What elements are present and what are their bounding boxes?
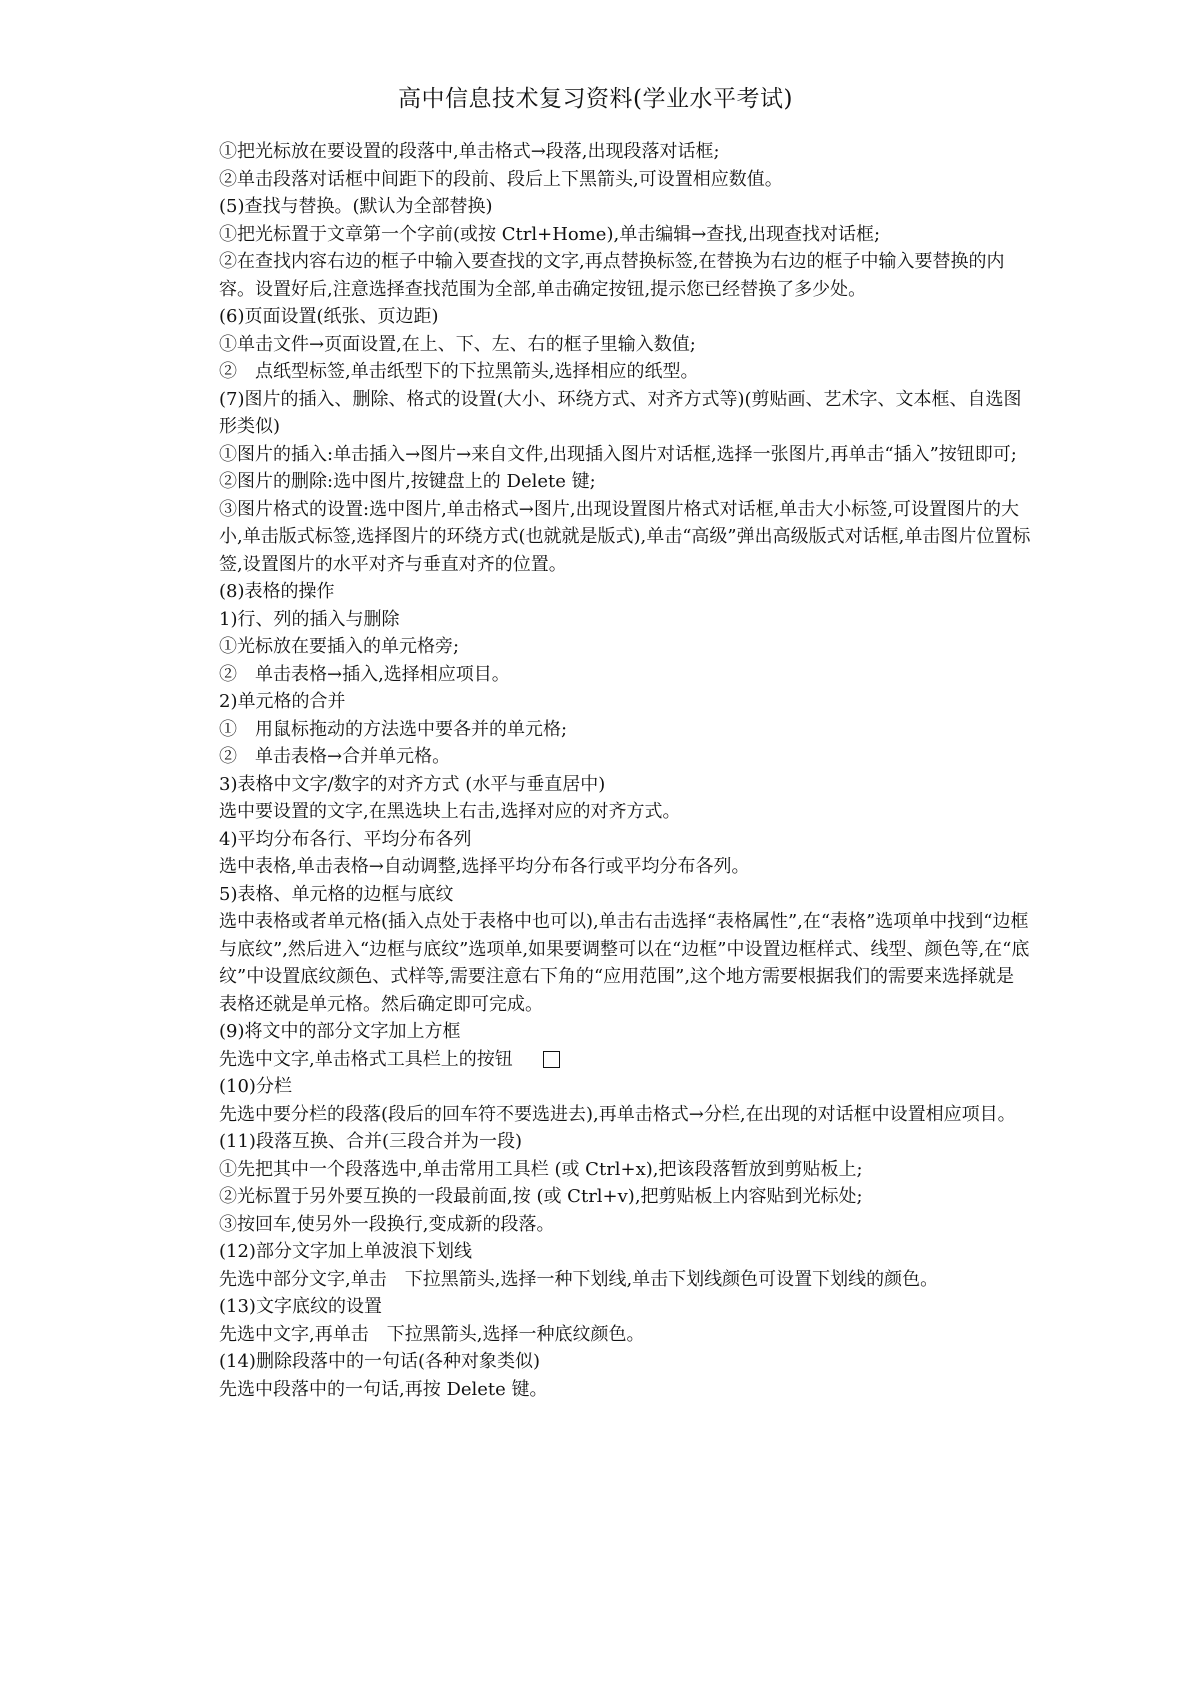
text-line: ②光标置于另外要互换的一段最前面,按 (或 Ctrl+v),把剪贴板上内容贴到光标处; — [219, 1186, 863, 1207]
subsection-heading: 4)平均分布各行、平均分布各列 — [219, 828, 472, 850]
text-line: 先选中段落中的一句话,再按 Delete 键。 — [219, 1378, 548, 1400]
section-heading: (10)分栏 — [219, 1076, 292, 1097]
section-heading: (12)部分文字加上单波浪下划线 — [219, 1241, 472, 1262]
text-line: ①先把其中一个段落选中,单击常用工具栏 (或 Ctrl+x),把该段落暂放到剪贴板上; — [219, 1158, 863, 1180]
section-heading: (5)查找与替换。(默认为全部替换) — [219, 196, 493, 217]
section-heading: (14)删除段落中的一句话(各种对象类似) — [219, 1351, 540, 1372]
text-line: 选中表格,单击表格→自动调整,选择平均分布各行或平均分布各列。 — [219, 856, 750, 877]
text-line: ①把光标放在要设置的段落中,单击格式→段落,出现段落对话框; — [219, 141, 720, 162]
text-line: ② 点纸型标签,单击纸型下的下拉黑箭头,选择相应的纸型。 — [219, 361, 699, 382]
subsection-heading: 3)表格中文字/数字的对齐方式 (水平与垂直居中) — [219, 773, 606, 795]
text-paragraph: 先选中部分文字,单击 下拉黑箭头,选择一种下划线,单击下划线颜色可设置下划线的颜色。 — [219, 1268, 939, 1290]
text-line: ①光标放在要插入的单元格旁; — [219, 636, 460, 657]
section-heading: (7)图片的插入、删除、格式的设置(大小、环绕方式、对齐方式等)(剪贴画、艺术字、文本框、自选图形类似) — [219, 388, 1022, 437]
text-paragraph: ③图片格式的设置:选中图片,单击格式→图片,出现设置图片格式对话框,单击大小标签,可设置图片的大小,单击版式标签,选择图片的环绕方式(也就就是版式),单击“高级”弹出高级版式对话框,单击图片位置标签,设置图片的水平对齐与垂直对齐的位置。 — [219, 498, 1031, 575]
subsection-heading: 2)单元格的合并 — [219, 691, 346, 712]
text-paragraph: ①图片的插入:单击插入→图片→来自文件,出现插入图片对话框,选择一张图片,再单击“插入”按钮即可; — [219, 443, 1017, 465]
text-line: ①把光标置于文章第一个字前(或按 Ctrl+Home),单击编辑→查找,出现查找对话框; — [219, 223, 881, 245]
section-heading: (11)段落互换、合并(三段合并为一段) — [219, 1131, 522, 1152]
text-line: 先选中文字,单击格式工具栏上的按钮 — [219, 1048, 513, 1070]
text-line: ②单击段落对话框中间距下的段前、段后上下黑箭头,可设置相应数值。 — [219, 168, 783, 190]
document-body — [219, 138, 1031, 1403]
section-heading: (9)将文中的部分文字加上方框 — [219, 1021, 461, 1042]
text-line: ② 单击表格→插入,选择相应项目。 — [219, 663, 510, 685]
subsection-heading: 5)表格、单元格的边框与底纹 — [219, 883, 454, 905]
subsection-heading: 1)行、列的插入与删除 — [219, 608, 400, 630]
text-line: ③按回车,使另外一段换行,变成新的段落。 — [219, 1213, 555, 1235]
text-line: 选中要设置的文字,在黑选块上右击,选择对应的对齐方式。 — [219, 801, 681, 822]
border-box-icon — [543, 1051, 560, 1068]
text-paragraph: 先选中要分栏的段落(段后的回车符不要选进去),再单击格式→分栏,在出现的对话框中设置相应项目。 — [219, 1103, 1016, 1125]
text-line: ② 单击表格→合并单元格。 — [219, 746, 451, 767]
section-heading: (8)表格的操作 — [219, 581, 335, 602]
section-heading: (6)页面设置(纸张、页边距) — [219, 306, 439, 327]
text-line: 先选中文字,再单击 下拉黑箭头,选择一种底纹颜色。 — [219, 1323, 645, 1345]
page-title: 高中信息技术复习资料(学业水平考试) — [398, 86, 793, 112]
text-paragraph: 选中表格或者单元格(插入点处于表格中也可以),单击右击选择“表格属性”,在“表格”选项单中找到“边框与底纹”,然后进入“边框与底纹”选项单,如果要调整可以在“边框”中设置边框样式、线型、颜色等,在“底纹”中设置底纹颜色、式样等,需要注意右下角的“应用范围”,这个地方需要根据我们的需要来选择就是表格还就是单元格。然后确定即可完成。 — [219, 911, 1030, 1015]
text-line-with-icon — [219, 1046, 1031, 1074]
text-line: ①单击文件→页面设置,在上、下、左、右的框子里输入数值; — [219, 333, 696, 355]
text-line: ②图片的删除:选中图片,按键盘上的 Delete 键; — [219, 471, 596, 492]
section-heading: (13)文字底纹的设置 — [219, 1296, 382, 1317]
text-line: ① 用鼠标拖动的方法选中要各并的单元格; — [219, 718, 568, 740]
text-paragraph: ②在查找内容右边的框子中输入要查找的文字,再点替换标签,在替换为右边的框子中输入要替换的内容。设置好后,注意选择查找范围为全部,单击确定按钮,提示您已经替换了多少处。 — [219, 251, 1005, 300]
